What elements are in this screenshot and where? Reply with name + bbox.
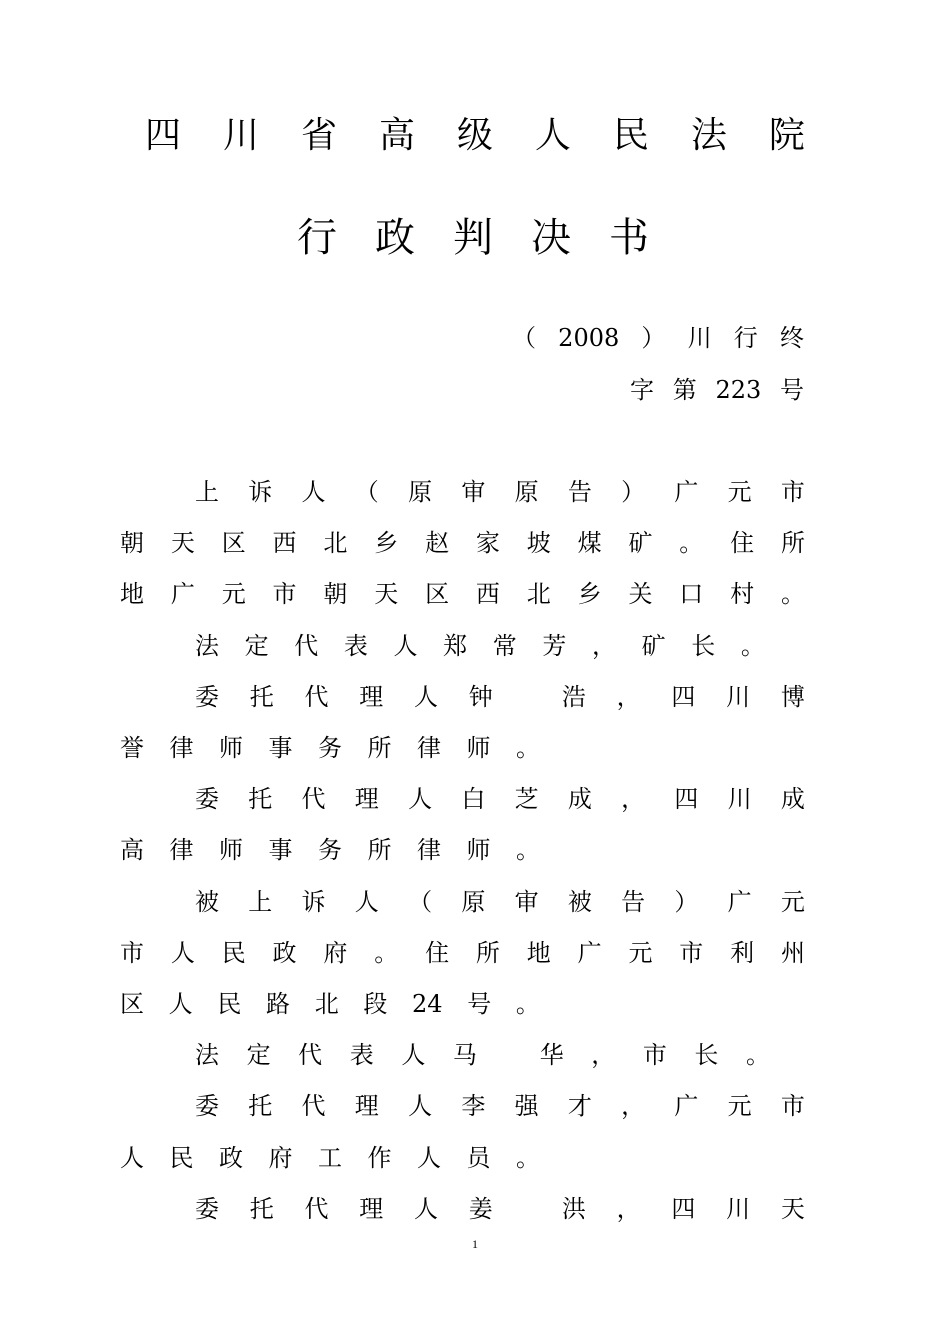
page-number: 1 [472, 1237, 478, 1251]
text-char: ， [592, 632, 616, 660]
text-char: 师 [466, 734, 491, 762]
text-char: 定 [246, 1041, 271, 1069]
text-char: 人 [414, 683, 438, 711]
court-name-title [145, 112, 805, 160]
text-char: 元 [780, 888, 805, 916]
text-char: 民 [221, 939, 246, 967]
body-line [120, 578, 805, 610]
body-line [195, 1090, 805, 1122]
text-char: 朝 [323, 580, 348, 608]
text-char: 市 [679, 939, 704, 967]
text-char: 乡 [577, 580, 602, 608]
text-char: 四 [674, 785, 699, 813]
title-char: 决 [531, 215, 571, 261]
text-char: 。 [516, 1144, 540, 1172]
title-char: 川 [222, 115, 259, 156]
text-char: 师 [219, 734, 243, 762]
text-char: 煤 [577, 529, 602, 557]
text-char: 家 [475, 529, 500, 557]
text-char: 代 [304, 1195, 329, 1223]
body-line [120, 1142, 540, 1174]
text-char: 人 [417, 1144, 441, 1172]
text-char: 代 [298, 1041, 323, 1069]
text-char: 工 [318, 1144, 342, 1172]
text-char: 北 [314, 990, 339, 1018]
text-char: 托 [249, 1195, 274, 1223]
text-char: 24 [412, 990, 443, 1018]
text-char: 律 [417, 734, 441, 762]
title-char: 级 [456, 115, 493, 156]
text-char: 强 [514, 1092, 539, 1120]
text-char: 天 [374, 580, 399, 608]
text-char: 托 [248, 785, 273, 813]
text-char: 芝 [514, 785, 539, 813]
text-char: 告 [621, 888, 646, 916]
text-char: 务 [318, 734, 342, 762]
text-char: 赵 [425, 529, 450, 557]
text-char: 行 [733, 324, 758, 352]
text-char: ） [674, 888, 699, 916]
title-char: 院 [768, 115, 805, 156]
text-char: 洪 [561, 1195, 586, 1223]
text-char: 区 [221, 529, 246, 557]
text-char: 朝 [120, 529, 144, 557]
text-char: 广 [170, 580, 195, 608]
text-char: 号 [467, 990, 492, 1018]
text-char: 代 [301, 1092, 326, 1120]
text-char: 市 [642, 1041, 667, 1069]
text-char: 白 [461, 785, 486, 813]
title-char: 人 [534, 115, 571, 156]
text-char: 法 [195, 632, 219, 660]
text-char: 作 [367, 1144, 392, 1172]
text-char: 西 [475, 580, 500, 608]
text-char: 律 [169, 836, 194, 864]
text-char: 。 [780, 580, 805, 608]
text-char [524, 681, 532, 713]
text-char: 民 [217, 990, 242, 1018]
text-char: 川 [687, 324, 712, 352]
text-char: 民 [169, 1144, 194, 1172]
text-char: 博 [780, 683, 805, 711]
text-char: 委 [195, 785, 219, 813]
text-char: 。 [515, 990, 540, 1018]
text-char: 住 [730, 529, 755, 557]
text-char: 223 [715, 376, 762, 404]
text-char: 告 [567, 478, 592, 506]
body-line [120, 834, 540, 866]
text-char: 事 [268, 836, 293, 864]
text-char: 广 [727, 888, 752, 916]
body-line [195, 886, 805, 918]
text-char: 所 [780, 529, 805, 557]
text-char: 乡 [374, 529, 399, 557]
body-line [195, 681, 805, 713]
text-char: 所 [367, 836, 392, 864]
text-char [524, 1193, 532, 1225]
text-char: 常 [492, 632, 517, 660]
text-char: 终 [779, 324, 804, 352]
text-char: ， [616, 1195, 641, 1223]
text-char: 元 [727, 478, 752, 506]
text-char: 事 [268, 734, 293, 762]
text-char: 口 [679, 580, 704, 608]
title-char: 高 [378, 115, 415, 156]
text-char: 委 [195, 1092, 219, 1120]
text-char: 府 [323, 939, 348, 967]
text-char: 川 [727, 785, 752, 813]
text-char: 地 [120, 580, 144, 608]
text-char: 府 [268, 1144, 293, 1172]
text-char: 四 [671, 1195, 696, 1223]
text-char: 号 [779, 376, 804, 404]
text-char: 人 [168, 990, 193, 1018]
text-char: 。 [374, 939, 399, 967]
text-char: 上 [248, 888, 273, 916]
text-char: 长 [694, 1041, 719, 1069]
text-char: 矿 [628, 529, 653, 557]
text-char: 理 [354, 785, 379, 813]
text-char: 李 [461, 1092, 486, 1120]
text-char: 。 [746, 1041, 770, 1069]
text-char: 定 [244, 632, 269, 660]
text-char: 地 [526, 939, 551, 967]
text-char: 路 [266, 990, 291, 1018]
text-char: 审 [514, 888, 539, 916]
text-char: 钟 [468, 683, 493, 711]
text-char: 元 [727, 1092, 752, 1120]
title-char: 省 [300, 115, 337, 156]
text-char: 师 [219, 836, 243, 864]
text-char: 广 [577, 939, 602, 967]
title-char: 四 [145, 115, 182, 156]
text-char: 原 [461, 888, 486, 916]
case-number-line [512, 322, 804, 354]
title-char: 书 [609, 215, 649, 261]
text-char: 理 [359, 683, 384, 711]
body-line [195, 1039, 770, 1071]
text-char: ， [591, 1041, 616, 1069]
text-char: 托 [249, 683, 274, 711]
text-char: 元 [628, 939, 653, 967]
text-char: （ [512, 324, 536, 352]
text-char: 天 [780, 1195, 805, 1223]
text-char: 坡 [526, 529, 551, 557]
title-char: 民 [612, 115, 649, 156]
text-char: 人 [170, 939, 195, 967]
text-char: 州 [780, 939, 805, 967]
text-char: 人 [120, 1144, 144, 1172]
case-number-line [630, 374, 804, 406]
text-char: 律 [169, 734, 194, 762]
text-char: 四 [671, 683, 696, 711]
text-char: 高 [120, 836, 144, 864]
body-line [120, 937, 805, 969]
text-char: 川 [726, 683, 751, 711]
text-char: 上 [195, 478, 219, 506]
text-char: 所 [367, 734, 392, 762]
text-char: 人 [301, 478, 326, 506]
text-char: 员 [466, 1144, 491, 1172]
text-char: 。 [679, 529, 704, 557]
text-char: ， [621, 1092, 646, 1120]
text-char: 代 [294, 632, 319, 660]
text-char: 人 [408, 785, 433, 813]
text-char: 务 [318, 836, 342, 864]
text-char: 浩 [561, 683, 586, 711]
body-line [120, 988, 540, 1020]
text-char: 元 [221, 580, 246, 608]
text-char: 成 [780, 785, 805, 813]
title-char: 政 [375, 215, 415, 261]
text-char: 成 [567, 785, 592, 813]
text-char: 2008 [558, 324, 620, 352]
text-char: 区 [120, 990, 144, 1018]
text-char: （ [408, 888, 433, 916]
text-char: 委 [195, 1195, 219, 1223]
text-char: 郑 [443, 632, 468, 660]
text-char: 北 [526, 580, 551, 608]
text-char: 。 [516, 734, 540, 762]
text-char: 人 [408, 1092, 433, 1120]
text-char: 村 [730, 580, 755, 608]
text-char: 。 [516, 836, 540, 864]
text-char: 市 [780, 1092, 805, 1120]
text-char: 理 [354, 1092, 379, 1120]
text-char: 天 [170, 529, 195, 557]
title-char: 判 [453, 215, 493, 261]
text-char: 原 [514, 478, 539, 506]
text-char: ， [621, 785, 646, 813]
text-char: 长 [691, 632, 716, 660]
text-char: 第 [672, 376, 697, 404]
text-char: 律 [417, 836, 441, 864]
body-line [195, 476, 805, 508]
text-char: 代 [301, 785, 326, 813]
text-char: 段 [363, 990, 388, 1018]
text-char: 广 [674, 478, 699, 506]
text-char: 才 [567, 1092, 592, 1120]
text-char: 姜 [468, 1195, 493, 1223]
text-char: 关 [628, 580, 653, 608]
text-char: 誉 [120, 734, 144, 762]
text-char: 芳 [542, 632, 567, 660]
body-line [195, 783, 805, 815]
body-line [120, 527, 805, 559]
text-char: ） [641, 324, 666, 352]
text-char: 师 [466, 836, 491, 864]
text-char: 字 [630, 376, 654, 404]
text-char: 被 [195, 888, 219, 916]
text-char: 市 [120, 939, 144, 967]
text-char: 政 [219, 1144, 243, 1172]
title-char: 行 [297, 215, 337, 261]
text-char: 原 [408, 478, 433, 506]
text-char: 北 [323, 529, 348, 557]
text-char: 人 [401, 1041, 426, 1069]
text-char: 人 [354, 888, 379, 916]
text-char: 被 [567, 888, 592, 916]
text-char: （ [354, 478, 379, 506]
body-line [195, 1193, 805, 1225]
text-char: ） [621, 478, 646, 506]
text-char: 住 [425, 939, 450, 967]
text-char: 政 [272, 939, 297, 967]
text-char: 矿 [641, 632, 666, 660]
text-char: 华 [539, 1041, 564, 1069]
text-char: 委 [195, 683, 219, 711]
text-char: 。 [740, 632, 765, 660]
body-line [120, 732, 540, 764]
text-char: 市 [780, 478, 805, 506]
text-char: 人 [414, 1195, 438, 1223]
text-char: 人 [393, 632, 418, 660]
text-char: 法 [195, 1041, 219, 1069]
text-char: ， [616, 683, 641, 711]
text-char: 所 [475, 939, 500, 967]
text-char: 诉 [301, 888, 326, 916]
text-char: 区 [425, 580, 450, 608]
text-char [504, 1039, 512, 1071]
text-char: 理 [359, 1195, 384, 1223]
body-line [195, 630, 765, 662]
document-type-title [297, 212, 649, 264]
text-char: 广 [674, 1092, 699, 1120]
title-char: 法 [690, 115, 727, 156]
text-char: 表 [343, 632, 368, 660]
text-char: 马 [452, 1041, 477, 1069]
text-char: 诉 [248, 478, 273, 506]
text-char: 审 [461, 478, 486, 506]
text-char: 代 [304, 683, 329, 711]
text-char: 川 [726, 1195, 751, 1223]
text-char: 托 [248, 1092, 273, 1120]
text-char: 利 [730, 939, 755, 967]
text-char: 市 [272, 580, 297, 608]
text-char: 表 [349, 1041, 374, 1069]
text-char: 西 [272, 529, 297, 557]
